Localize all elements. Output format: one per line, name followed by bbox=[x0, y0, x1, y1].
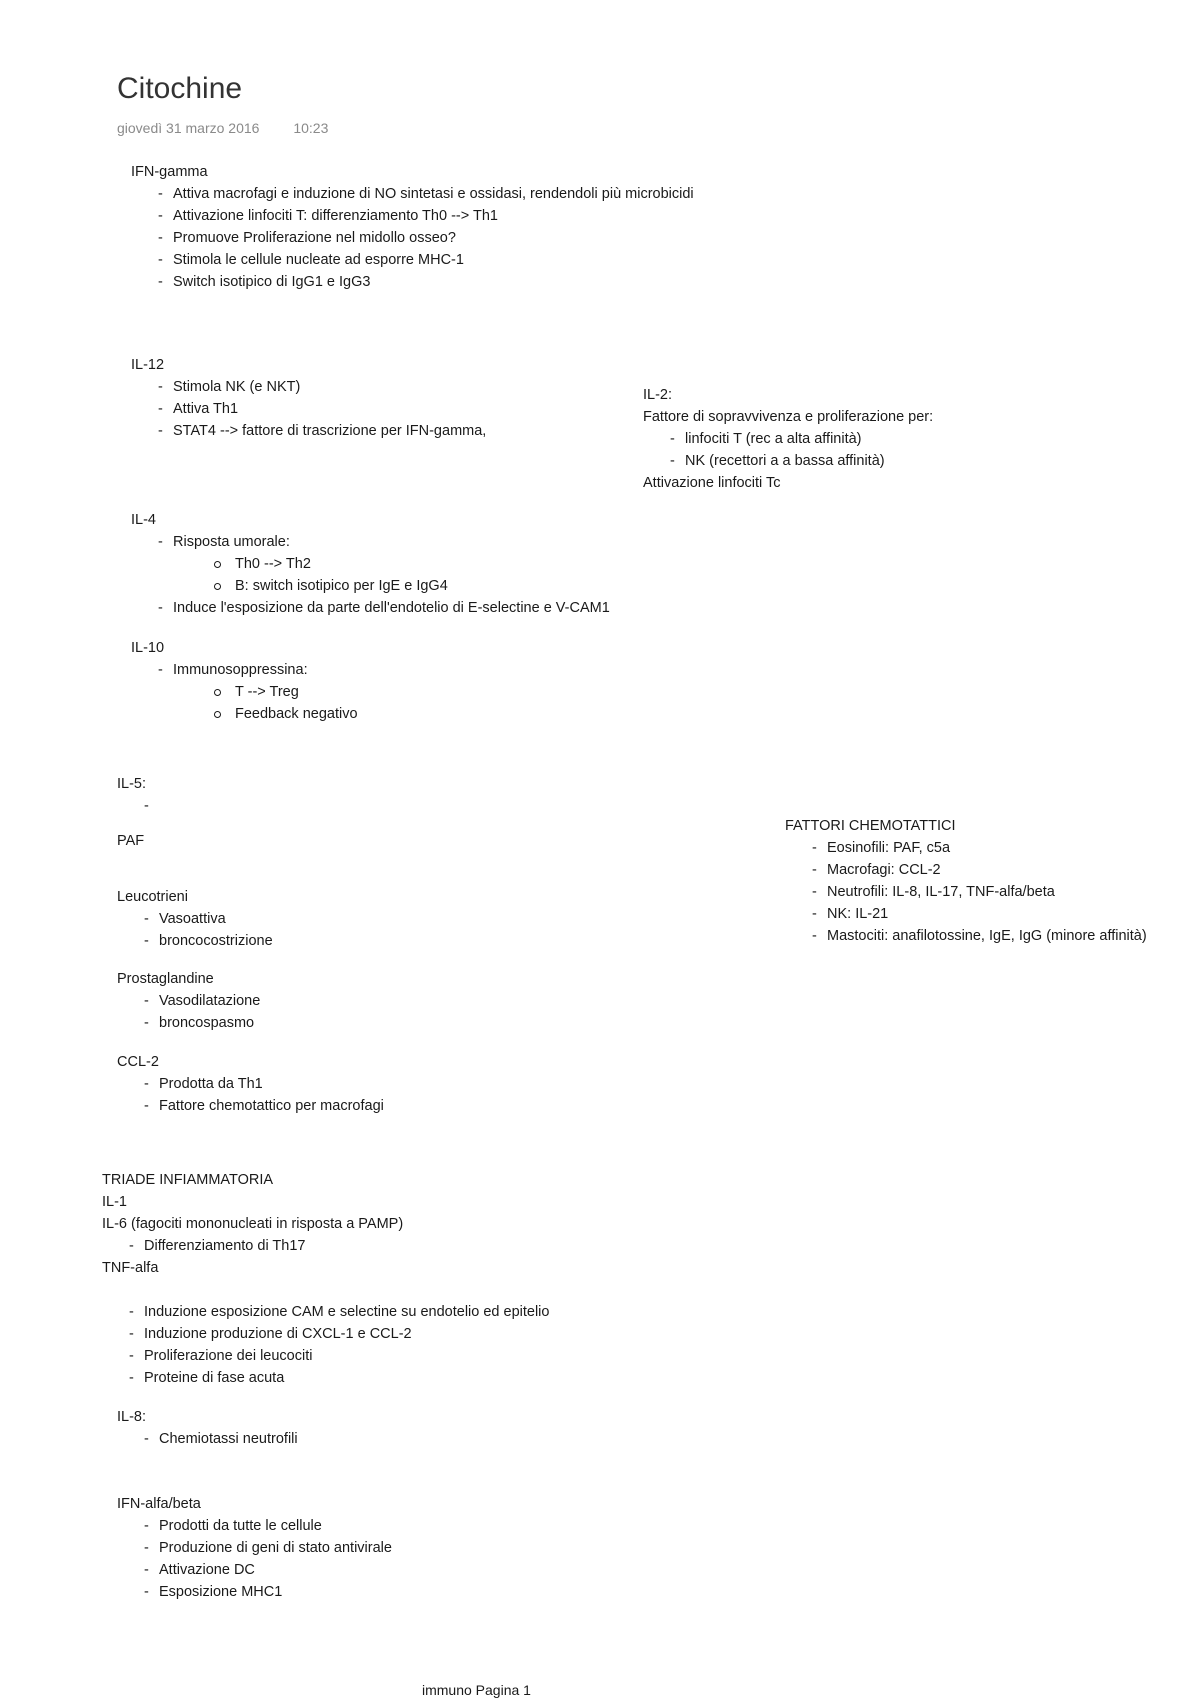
text-line: IL-1 bbox=[102, 1194, 127, 1210]
list-item: - Attivazione DC bbox=[117, 1559, 392, 1581]
bullet-list bbox=[117, 795, 163, 817]
list-item: - Prodotti da tutte le cellule bbox=[117, 1515, 392, 1537]
list-item: - Macrofagi: CCL-2 bbox=[785, 859, 1147, 881]
section-heading: IL-4 bbox=[131, 512, 156, 528]
list-item: - Differenziamento di Th17 bbox=[102, 1235, 549, 1257]
bullet-list bbox=[117, 990, 260, 1034]
section-paf bbox=[117, 830, 144, 852]
text-line: IL-6 (fagociti mononucleati in risposta a PAMP) bbox=[102, 1216, 404, 1232]
section-il10 bbox=[131, 637, 358, 725]
bullet-list bbox=[643, 428, 933, 472]
list-item: - Attiva Th1 bbox=[131, 398, 486, 420]
section-heading: Prostaglandine bbox=[117, 971, 214, 987]
section-il2 bbox=[643, 384, 933, 494]
list-item: - linfociti T (rec a alta affinità) bbox=[643, 428, 933, 450]
list-item: - Vasoattiva bbox=[117, 908, 273, 930]
section-ccl2 bbox=[117, 1051, 384, 1117]
list-item: - Switch isotipico di IgG1 e IgG3 bbox=[131, 271, 694, 293]
bullet-list bbox=[131, 183, 694, 293]
list-item: - Attiva macrofagi e induzione di NO sintetasi e ossidasi, rendendoli più microbicidi bbox=[131, 183, 694, 205]
section-il4 bbox=[131, 509, 610, 619]
section-heading: Leucotrieni bbox=[117, 889, 188, 905]
section-il8 bbox=[117, 1406, 298, 1450]
list-item: - Stimola NK (e NKT) bbox=[131, 376, 486, 398]
list-item: - Attivazione linfociti T: differenziamento Th0 --> Th1 bbox=[131, 205, 694, 227]
section-il12 bbox=[131, 354, 486, 442]
list-item: - Neutrofili: IL-8, IL-17, TNF-alfa/beta bbox=[785, 881, 1147, 903]
list-item: - Proteine di fase acuta bbox=[102, 1367, 549, 1389]
text-line: TNF-alfa bbox=[102, 1260, 159, 1276]
list-item: - Prodotta da Th1 bbox=[117, 1073, 384, 1095]
section-heading: IFN-gamma bbox=[131, 164, 208, 180]
list-item: - Vasodilatazione bbox=[117, 990, 260, 1012]
list-item bbox=[117, 795, 163, 817]
bullet-list bbox=[131, 659, 358, 725]
list-item: - Induce l'esposizione da parte dell'endotelio di E-selectine e V-CAM1 bbox=[131, 597, 610, 619]
section-heading: CCL-2 bbox=[117, 1054, 159, 1070]
bullet-list bbox=[102, 1235, 549, 1257]
section-heading: IFN-alfa/beta bbox=[117, 1496, 201, 1512]
bullet-list bbox=[117, 1515, 392, 1603]
list-item: - Mastociti: anafilotossine, IgE, IgG (minore affinità) bbox=[785, 925, 1147, 947]
bullet-list bbox=[131, 376, 486, 442]
sub-list-item: B: switch isotipico per IgE e IgG4 bbox=[131, 575, 610, 597]
page-date: giovedì 31 marzo 2016 bbox=[117, 120, 260, 136]
list-item: - broncocostrizione bbox=[117, 930, 273, 952]
section-heading: IL-10 bbox=[131, 640, 165, 656]
section-heading: FATTORI CHEMOTATTICI bbox=[785, 818, 956, 834]
section-fattori-chemotattici bbox=[785, 815, 1147, 947]
list-item: - STAT4 --> fattore di trascrizione per IFN-gamma, bbox=[131, 420, 486, 442]
list-item: - Esposizione MHC1 bbox=[117, 1581, 392, 1603]
list-item: - Stimola le cellule nucleate ad esporre MHC-1 bbox=[131, 249, 694, 271]
section-triade-infiammatoria bbox=[102, 1169, 549, 1389]
section-heading: TRIADE INFIAMMATORIA bbox=[102, 1172, 274, 1188]
list-item: - Fattore chemotattico per macrofagi bbox=[117, 1095, 384, 1117]
list-item: - Induzione esposizione CAM e selectine su endotelio ed epitelio bbox=[102, 1301, 549, 1323]
section-heading: IL-8: bbox=[117, 1409, 147, 1425]
list-item: - Eosinofili: PAF, c5a bbox=[785, 837, 1147, 859]
sub-list-item: Th0 --> Th2 bbox=[131, 553, 610, 575]
bullet-list bbox=[102, 1301, 549, 1389]
section-ifn-gamma bbox=[131, 161, 694, 293]
page-date-time bbox=[117, 120, 328, 136]
bullet-list bbox=[117, 908, 273, 952]
page-title: Citochine bbox=[117, 72, 243, 105]
section-heading: IL-5: bbox=[117, 776, 147, 792]
list-item: - Promuove Proliferazione nel midollo osseo? bbox=[131, 227, 694, 249]
list-item: - Produzione di geni di stato antivirale bbox=[117, 1537, 392, 1559]
list-item: - Proliferazione dei leucociti bbox=[102, 1345, 549, 1367]
list-item: - NK (recettori a a bassa affinità) bbox=[643, 450, 933, 472]
section-heading: PAF bbox=[117, 833, 145, 849]
section-leucotrieni bbox=[117, 886, 273, 952]
sub-list-item: T --> Treg bbox=[131, 681, 358, 703]
sub-list-item: Feedback negativo bbox=[131, 703, 358, 725]
list-item: - Chemiotassi neutrofili bbox=[117, 1428, 298, 1450]
section-il5 bbox=[117, 773, 163, 817]
text-line: Attivazione linfociti Tc bbox=[643, 475, 781, 491]
list-item: - broncospasmo bbox=[117, 1012, 260, 1034]
bullet-list bbox=[785, 837, 1147, 947]
list-item: - Immunosoppressina: bbox=[131, 659, 358, 681]
section-heading: IL-2: bbox=[643, 387, 673, 403]
text-line: Fattore di sopravvivenza e proliferazione per: bbox=[643, 409, 934, 425]
list-item: - NK: IL-21 bbox=[785, 903, 1147, 925]
section-ifn-alfa-beta bbox=[117, 1493, 392, 1603]
bullet-list bbox=[131, 531, 610, 619]
section-heading: IL-12 bbox=[131, 357, 165, 373]
list-item: - Induzione produzione di CXCL-1 e CCL-2 bbox=[102, 1323, 549, 1345]
page-time: 10:23 bbox=[293, 120, 329, 136]
page-footer: immuno Pagina 1 bbox=[422, 1682, 531, 1698]
section-prostaglandine bbox=[117, 968, 260, 1034]
bullet-list bbox=[117, 1428, 298, 1450]
bullet-list bbox=[117, 1073, 384, 1117]
list-item: - Risposta umorale: bbox=[131, 531, 610, 553]
